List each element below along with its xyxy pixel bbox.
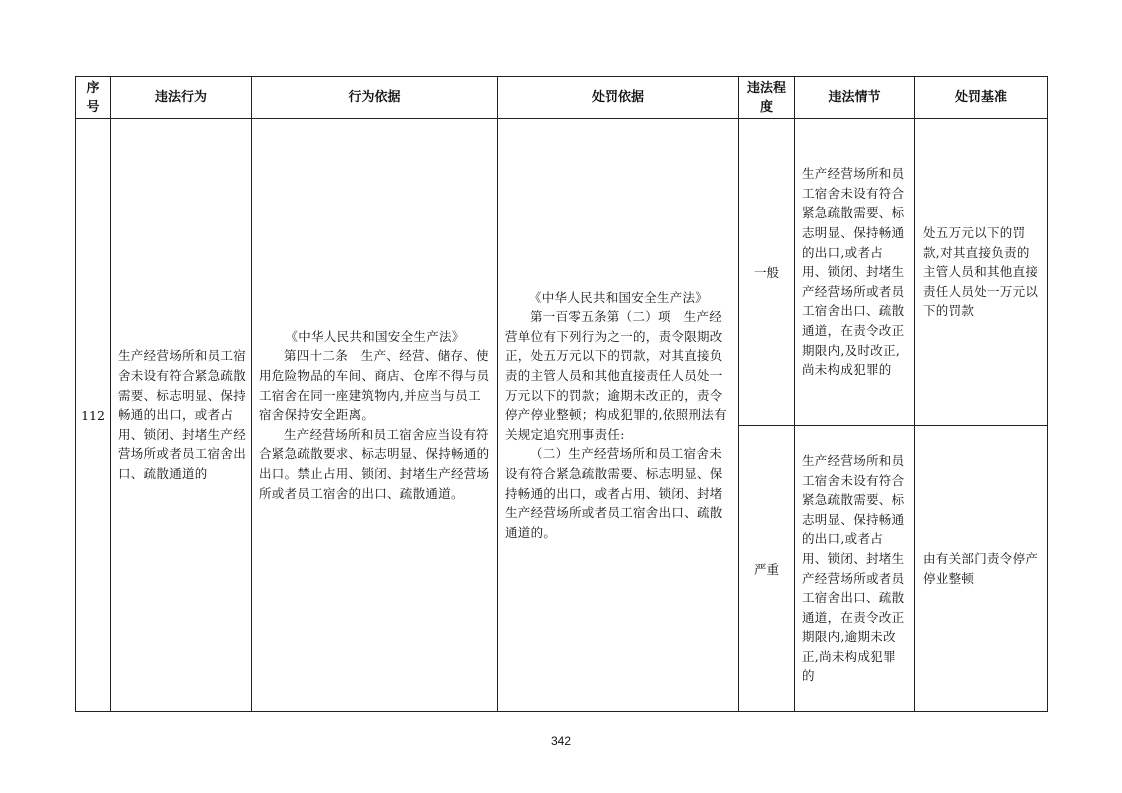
header-behavior: 违法行为 [111,77,252,119]
cell-circumstances-general: 生产经营场所和员工宿舍未设有符合紧急疏散需要、标志明显、保持畅通的出口,或者占用、锁闭、封堵生产经营场所或者员工宿舍出口、疏散通道，在责令改正期限内,及时改正,尚未构成犯罪的 [795,119,915,426]
cell-standard-serious: 由有关部门责令停产停业整顿 [915,426,1048,712]
header-standard: 处罚基准 [915,77,1048,119]
header-degree: 违法程度 [739,77,795,119]
cell-seq: 112 [76,119,111,712]
header-circumstances: 违法情节 [795,77,915,119]
penalty-standard-table [75,76,1048,712]
basis-article-42-para2: 生产经营场所和员工宿舍应当设有符合紧急疏散要求、标志明显、保持畅通的出口。禁止占用、锁闭、封堵生产经营场所或者员工宿舍的出口、疏散通道。 [259,426,490,501]
cell-behavior: 生产经营场所和员工宿舍未设有符合紧急疏散需要、标志明显、保持畅通的出口，或者占用、锁闭、封堵生产经营场所或者员工宿舍出口、疏散通道的 [111,119,252,712]
cell-degree-general: 一般 [739,119,795,426]
penalty-law-title: 《中华人民共和国安全生产法》 [528,289,709,305]
cell-penalty-basis [498,119,739,712]
basis-article-42: 第四十二条 生产、经营、储存、使用危险物品的车间、商店、仓库不得与员工宿舍在同一座建筑物内,并应当与员工宿舍保持安全距离。 [259,348,490,423]
penalty-item-2: （二）生产经营场所和员工宿舍未设有符合紧急疏散需要、标志明显、保持畅通的出口，或者占用、锁闭、封堵生产经营场所或者员工宿舍出口、疏散通道的。 [505,446,723,540]
header-seq: 序号 [76,77,111,119]
header-basis: 行为依据 [252,77,498,119]
cell-degree-serious: 严重 [739,426,795,712]
cell-standard-general: 处五万元以下的罚款,对其直接负责的主管人员和其他直接责任人员处一万元以下的罚款 [915,119,1048,426]
header-row [76,77,1048,119]
basis-law-title: 《中华人民共和国安全生产法》 [285,328,465,344]
cell-behavior-basis [252,119,498,712]
penalty-article-105: 第一百零五条第（二）项 生产经营单位有下列行为之一的，责令限期改正，处五万元以下的罚款，对其直接负责的主管人员和其他直接责任人员处一万元以下的罚款；逾期未改正的，责令停产停业整顿；构成犯罪的,依照刑法有关规定追究刑事责任: [505,309,727,442]
header-penalty-basis: 处罚依据 [498,77,739,119]
table-row [76,119,1048,426]
page-number: 342 [550,734,572,748]
cell-circumstances-serious: 生产经营场所和员工宿舍未设有符合紧急疏散需要、标志明显、保持畅通的出口,或者占用、锁闭、封堵生产经营场所或者员工宿舍出口、疏散通道，在责令改正期限内,逾期未改正,尚未构成犯罪的 [795,426,915,712]
